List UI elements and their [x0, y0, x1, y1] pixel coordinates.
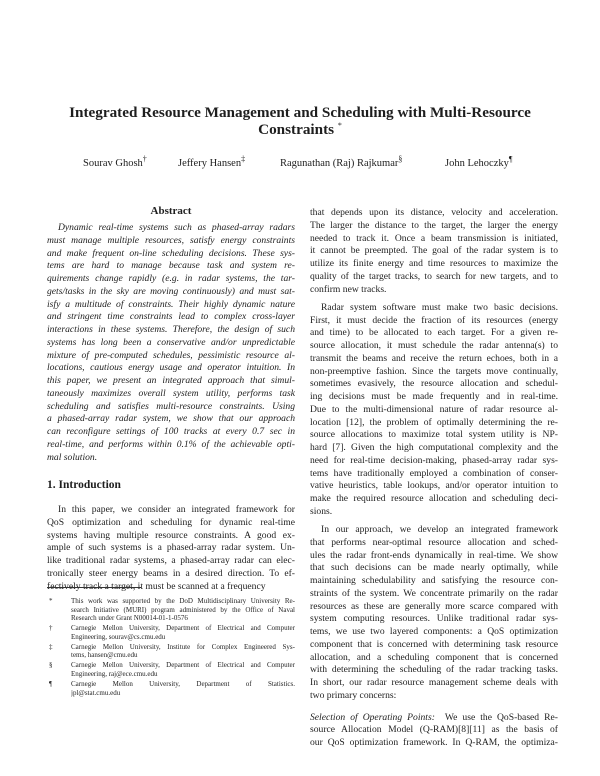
paragraph — [47, 222, 295, 464]
text-line: vative heuristics, table lookups, and/or operator intuition to — [310, 480, 558, 492]
text-line: tems have traditionally employed a combination of conser- — [310, 467, 558, 479]
text-line: it cannot be preempted. The goal of the radar system is to — [310, 245, 558, 257]
introduction-body — [47, 504, 295, 599]
text-line: Due to the multi-dimensional nature of radar resource al- — [310, 403, 558, 415]
text-line: interactions in these systems. Therefore, the design of such — [47, 324, 295, 335]
footnote-line: search Initiative (MURI) program administered by the Office of Naval — [71, 605, 295, 614]
author-mark: ‡ — [241, 154, 246, 164]
paragraph — [310, 302, 558, 519]
text-line: make the required resource allocation and scheduling deci- — [310, 493, 558, 504]
author-2 — [178, 154, 246, 169]
footnote-line: Carnegie Mellon University, Department of Electrical and Computer — [71, 661, 295, 670]
text-line: allocation, and a scheduling component that is concerned — [310, 651, 558, 663]
text-line: source allocation, it must schedule the radar antenna(s) to — [310, 340, 558, 351]
text-line: systems has long been a conservative and/or unpredictable — [47, 336, 295, 348]
text-line: resources as these are generally more scarce compared with — [310, 600, 558, 612]
right-column-body — [310, 207, 558, 755]
text-line: that performs near-optimal resource allocation and sched- — [310, 536, 558, 548]
text-line: First, it must decide the fraction of its resources (energy — [310, 314, 558, 326]
text-line: straints of the system. We concentrate primarily on the radar — [310, 587, 558, 599]
author-1 — [83, 154, 147, 169]
text-fragment: We use the QoS-based Re- — [444, 711, 558, 723]
text-line: source Allocation Model (Q-RAM)[8][11] as the basis of — [310, 724, 558, 736]
footnote-symbol: § — [49, 661, 53, 670]
footnote-symbol: * — [49, 597, 53, 605]
text-line: taneously maximizes overall system utility, performs task — [47, 387, 295, 399]
text-line: confirm new tracks. — [310, 283, 387, 295]
author-name: John Lehoczky — [445, 158, 509, 169]
text-line: can reconfigure settings of 100 tracks at every 0.7 sec in — [47, 426, 295, 437]
text-line: component that is concerned with determining task resource — [310, 638, 558, 650]
text-line: this paper, we present an integrated approach that simul- — [47, 375, 295, 386]
text-line: two primary concerns: — [310, 689, 397, 701]
footnote-line: Carnegie Mellon University, Institute for Complex Engineered Sys- — [71, 642, 295, 651]
section-heading-introduction: 1. Introduction — [47, 479, 121, 491]
footnote-symbol: † — [49, 624, 53, 633]
paper-title-line2 — [0, 121, 600, 138]
text-line: tems, we use two layered components: a QoS optimization — [310, 626, 558, 637]
text-line: ules the radar front-ends dynamically in real-time. We show — [310, 549, 558, 561]
text-line: sions. — [310, 505, 333, 517]
text-line: QoS optimization and scheduling for dynamic real-time — [47, 516, 295, 528]
text-line: and stringent time constraints lead to complex cross-layer — [47, 311, 295, 323]
text-line: maintaining schedulability and satisfying the resource con- — [310, 575, 558, 586]
text-line: In this paper, we consider an integrated framework for — [58, 504, 295, 515]
text-line: with determining the scheduling of the radar tracking tasks. — [310, 664, 558, 676]
footnote-divider — [47, 587, 141, 588]
footnote-symbol: ¶ — [49, 680, 53, 688]
run-in-heading: Selection of Operating Points: — [310, 711, 435, 723]
text-line: locations, cautious energy usage and operator intuition. In — [47, 362, 295, 374]
text-line: like traditional radar systems, a phased-array radar can elec- — [47, 555, 295, 566]
text-line: In our approach, we develop an integrated framework — [321, 524, 558, 535]
footnote-line: Carnegie Mellon University, Department of Electrical and Computer — [71, 624, 295, 633]
paragraph — [310, 524, 558, 703]
author-name: Jeffery Hansen — [178, 158, 242, 169]
footnote-line: jpl@stat.cmu.edu — [71, 688, 121, 697]
text-line: The larger the distance to the target, the larger the energy — [310, 219, 558, 231]
footnote — [47, 624, 295, 641]
text-line: our QoS optimization framework. In Q-RAM, the optimiza- — [310, 737, 558, 748]
text-line: quality of the target tracks, to search for new targets, and to — [310, 270, 558, 282]
text-line: sometimes evasively, the resource allocation and schedul- — [310, 378, 558, 390]
text-line: tems are hard to manage because task and system re- — [47, 260, 295, 272]
footnote-line: Research under Grant N00014-01-1-0576 — [71, 614, 188, 623]
text-line: gets/tasks in the sky are moving continuously) and must sat- — [47, 285, 295, 297]
text-line: ing decisions must be made frequently and in real-time. — [310, 391, 558, 402]
text-line: Radar system software must make two basic decisions. — [321, 301, 558, 313]
footnote-line: Carnegie Mellon University, Department of Statistics. — [71, 680, 295, 688]
text-line: tronically steer energy beams in a desired direction. To ef- — [47, 567, 295, 579]
text-line: mal solution. — [47, 451, 98, 463]
author-3 — [280, 154, 403, 169]
abstract-body — [47, 222, 295, 470]
paper-title-line2-text: Constraints — [258, 121, 335, 138]
footnote-line: Engineering, raj@ece.cmu.edu — [71, 669, 158, 678]
title-footnote-mark: * — [337, 120, 342, 130]
text-line: that depends upon its distance, velocity and acceleration. — [310, 207, 558, 218]
text-line: transmit the beams and receive the return echoes, both in a — [310, 352, 558, 364]
abstract-heading: Abstract — [150, 205, 192, 217]
text-line: systems having multiple resource constraints. A good ex- — [47, 529, 295, 541]
text-line: that such decisions can be made nearly optimally, while — [310, 562, 558, 574]
footnote-line: tems, hansen@cmu.edu — [71, 651, 138, 660]
author-name: Ragunathan (Raj) Rajkumar — [280, 158, 399, 169]
paper-title-line1: Integrated Resource Management and Scheduling with Multi-Resource — [69, 104, 531, 121]
text-line: scheduling and satisfies multi-resource constraints. Using — [47, 400, 295, 412]
footnote-line: This work was supported by the DoD Multidisciplinary University Re- — [71, 597, 295, 605]
footnote — [47, 680, 295, 697]
text-line: needed to track it. Once a beam transmission is initiated, — [310, 232, 558, 244]
text-line: a phased-array radar system, we show that our approach — [47, 413, 295, 425]
footnote-line: Engineering, sourav@cs.cmu.edu — [71, 632, 166, 641]
text-line — [310, 712, 558, 725]
text-line: mixture of pre-computed schedules, pessimistic resource al- — [47, 349, 295, 361]
author-mark: ¶ — [508, 154, 513, 164]
text-line: quirements change rapidly (e.g. in radar systems, the tar- — [47, 273, 295, 284]
footnote-symbol: ‡ — [49, 642, 53, 651]
text-line: real-time, and performs within 0.1% of the achievable opti- — [47, 438, 295, 450]
text-line: In short, our radar resource management scheme deals with — [310, 677, 558, 688]
footnote — [47, 597, 295, 623]
footnote — [47, 661, 295, 678]
paragraph-selection-of-operating-points — [310, 712, 558, 750]
author-mark: † — [142, 154, 147, 164]
text-line: fectively track a target, it must be scanned at a frequency — [47, 580, 266, 592]
text-line: must manage multiple resources, satisfy energy constraints — [47, 234, 295, 246]
paragraph — [310, 207, 558, 296]
text-line: location [12], the problem of optimally determining the re- — [310, 416, 558, 428]
text-line: isfy a multitude of constraints. Their highly dynamic nature — [47, 298, 295, 310]
text-line: and time) to be allocated to each target. For a given re- — [310, 327, 558, 339]
paragraph — [47, 504, 295, 593]
text-line: non-preemptive fashion. Since the targets move continually, — [310, 365, 558, 377]
author-mark: § — [398, 154, 403, 164]
text-line: need for real-time decision-making, phased-array radar sys- — [310, 454, 558, 466]
text-line: hard [7]. Given the high computational complexity and the — [310, 442, 558, 453]
text-line: source allocations to maximize total system utility is NP- — [310, 429, 558, 441]
text-line: utilize its finite energy and time resources to maximize the — [310, 258, 558, 269]
author-4 — [445, 154, 513, 169]
footnote — [47, 643, 295, 660]
author-name: Sourav Ghosh — [83, 158, 143, 169]
text-line: Dynamic real-time systems such as phased-array radars — [58, 222, 295, 233]
text-line: system computing resources. Unlike traditional radar sys- — [310, 613, 558, 625]
text-line: ample of such systems is a phased-array radar system. Un- — [47, 542, 295, 554]
text-line: and make frequent on-line scheduling decisions. These sys- — [47, 247, 295, 259]
